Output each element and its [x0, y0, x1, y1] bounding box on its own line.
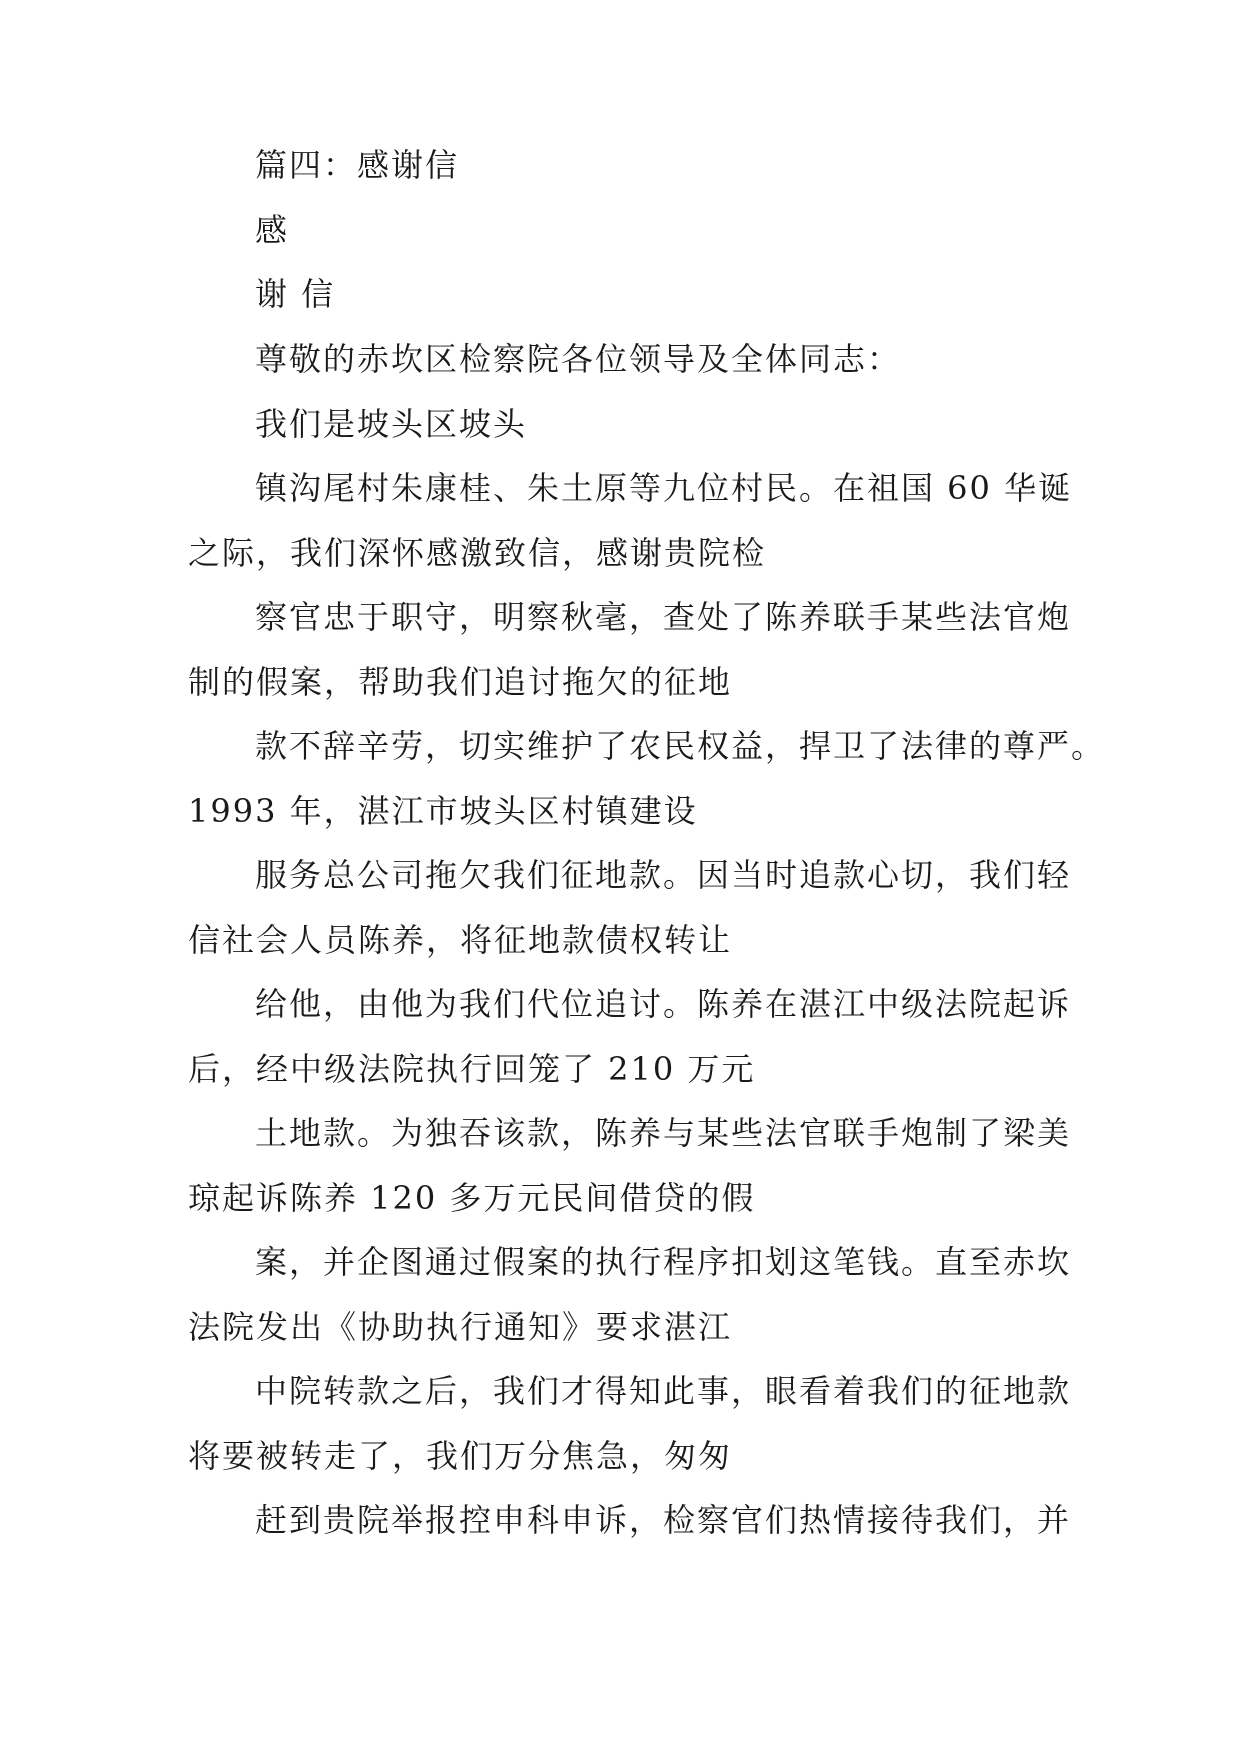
body-line: 我们是坡头区坡头	[255, 405, 528, 443]
section-heading: 篇四：感谢信	[255, 146, 460, 184]
body-line: 琼起诉陈养 120 多万元民间借贷的假	[188, 1179, 756, 1217]
body-line: 赶到贵院举报控申科申诉，检察官们热情接待我们，并	[255, 1501, 1072, 1539]
body-line: 土地款。为独吞该款，陈养与某些法官联手炮制了梁美	[255, 1114, 1072, 1152]
body-line: 信社会人员陈养，将征地款债权转让	[188, 921, 733, 959]
body-line: 1993 年，湛江市坡头区村镇建设	[188, 792, 698, 830]
body-line: 服务总公司拖欠我们征地款。因当时追款心切，我们轻	[255, 856, 1072, 894]
body-line: 法院发出《协助执行通知》要求湛江	[188, 1308, 733, 1346]
letter-title-line-2: 谢 信	[255, 275, 336, 313]
body-line: 镇沟尾村朱康桂、朱土原等九位村民。在祖国 60 华诞	[255, 469, 1073, 507]
body-line: 后，经中级法院执行回笼了 210 万元	[188, 1050, 756, 1088]
body-line: 制的假案，帮助我们追讨拖欠的征地	[188, 663, 733, 701]
body-line: 款不辞辛劳，切实维护了农民权益，捍卫了法律的尊严。	[255, 727, 1106, 765]
body-line: 案，并企图通过假案的执行程序扣划这笔钱。直至赤坎	[255, 1243, 1072, 1281]
body-line: 之际，我们深怀感激致信，感谢贵院检	[188, 534, 767, 572]
body-line: 中院转款之后，我们才得知此事，眼看着我们的征地款	[255, 1372, 1072, 1410]
letter-title-line-1: 感	[255, 211, 290, 249]
body-line: 察官忠于职守，明察秋毫，查处了陈养联手某些法官炮	[255, 598, 1072, 636]
body-line: 将要被转走了，我们万分焦急，匆匆	[188, 1437, 733, 1475]
body-line: 给他，由他为我们代位追讨。陈养在湛江中级法院起诉	[255, 985, 1072, 1023]
salutation: 尊敬的赤坎区检察院各位领导及全体同志：	[255, 340, 902, 378]
